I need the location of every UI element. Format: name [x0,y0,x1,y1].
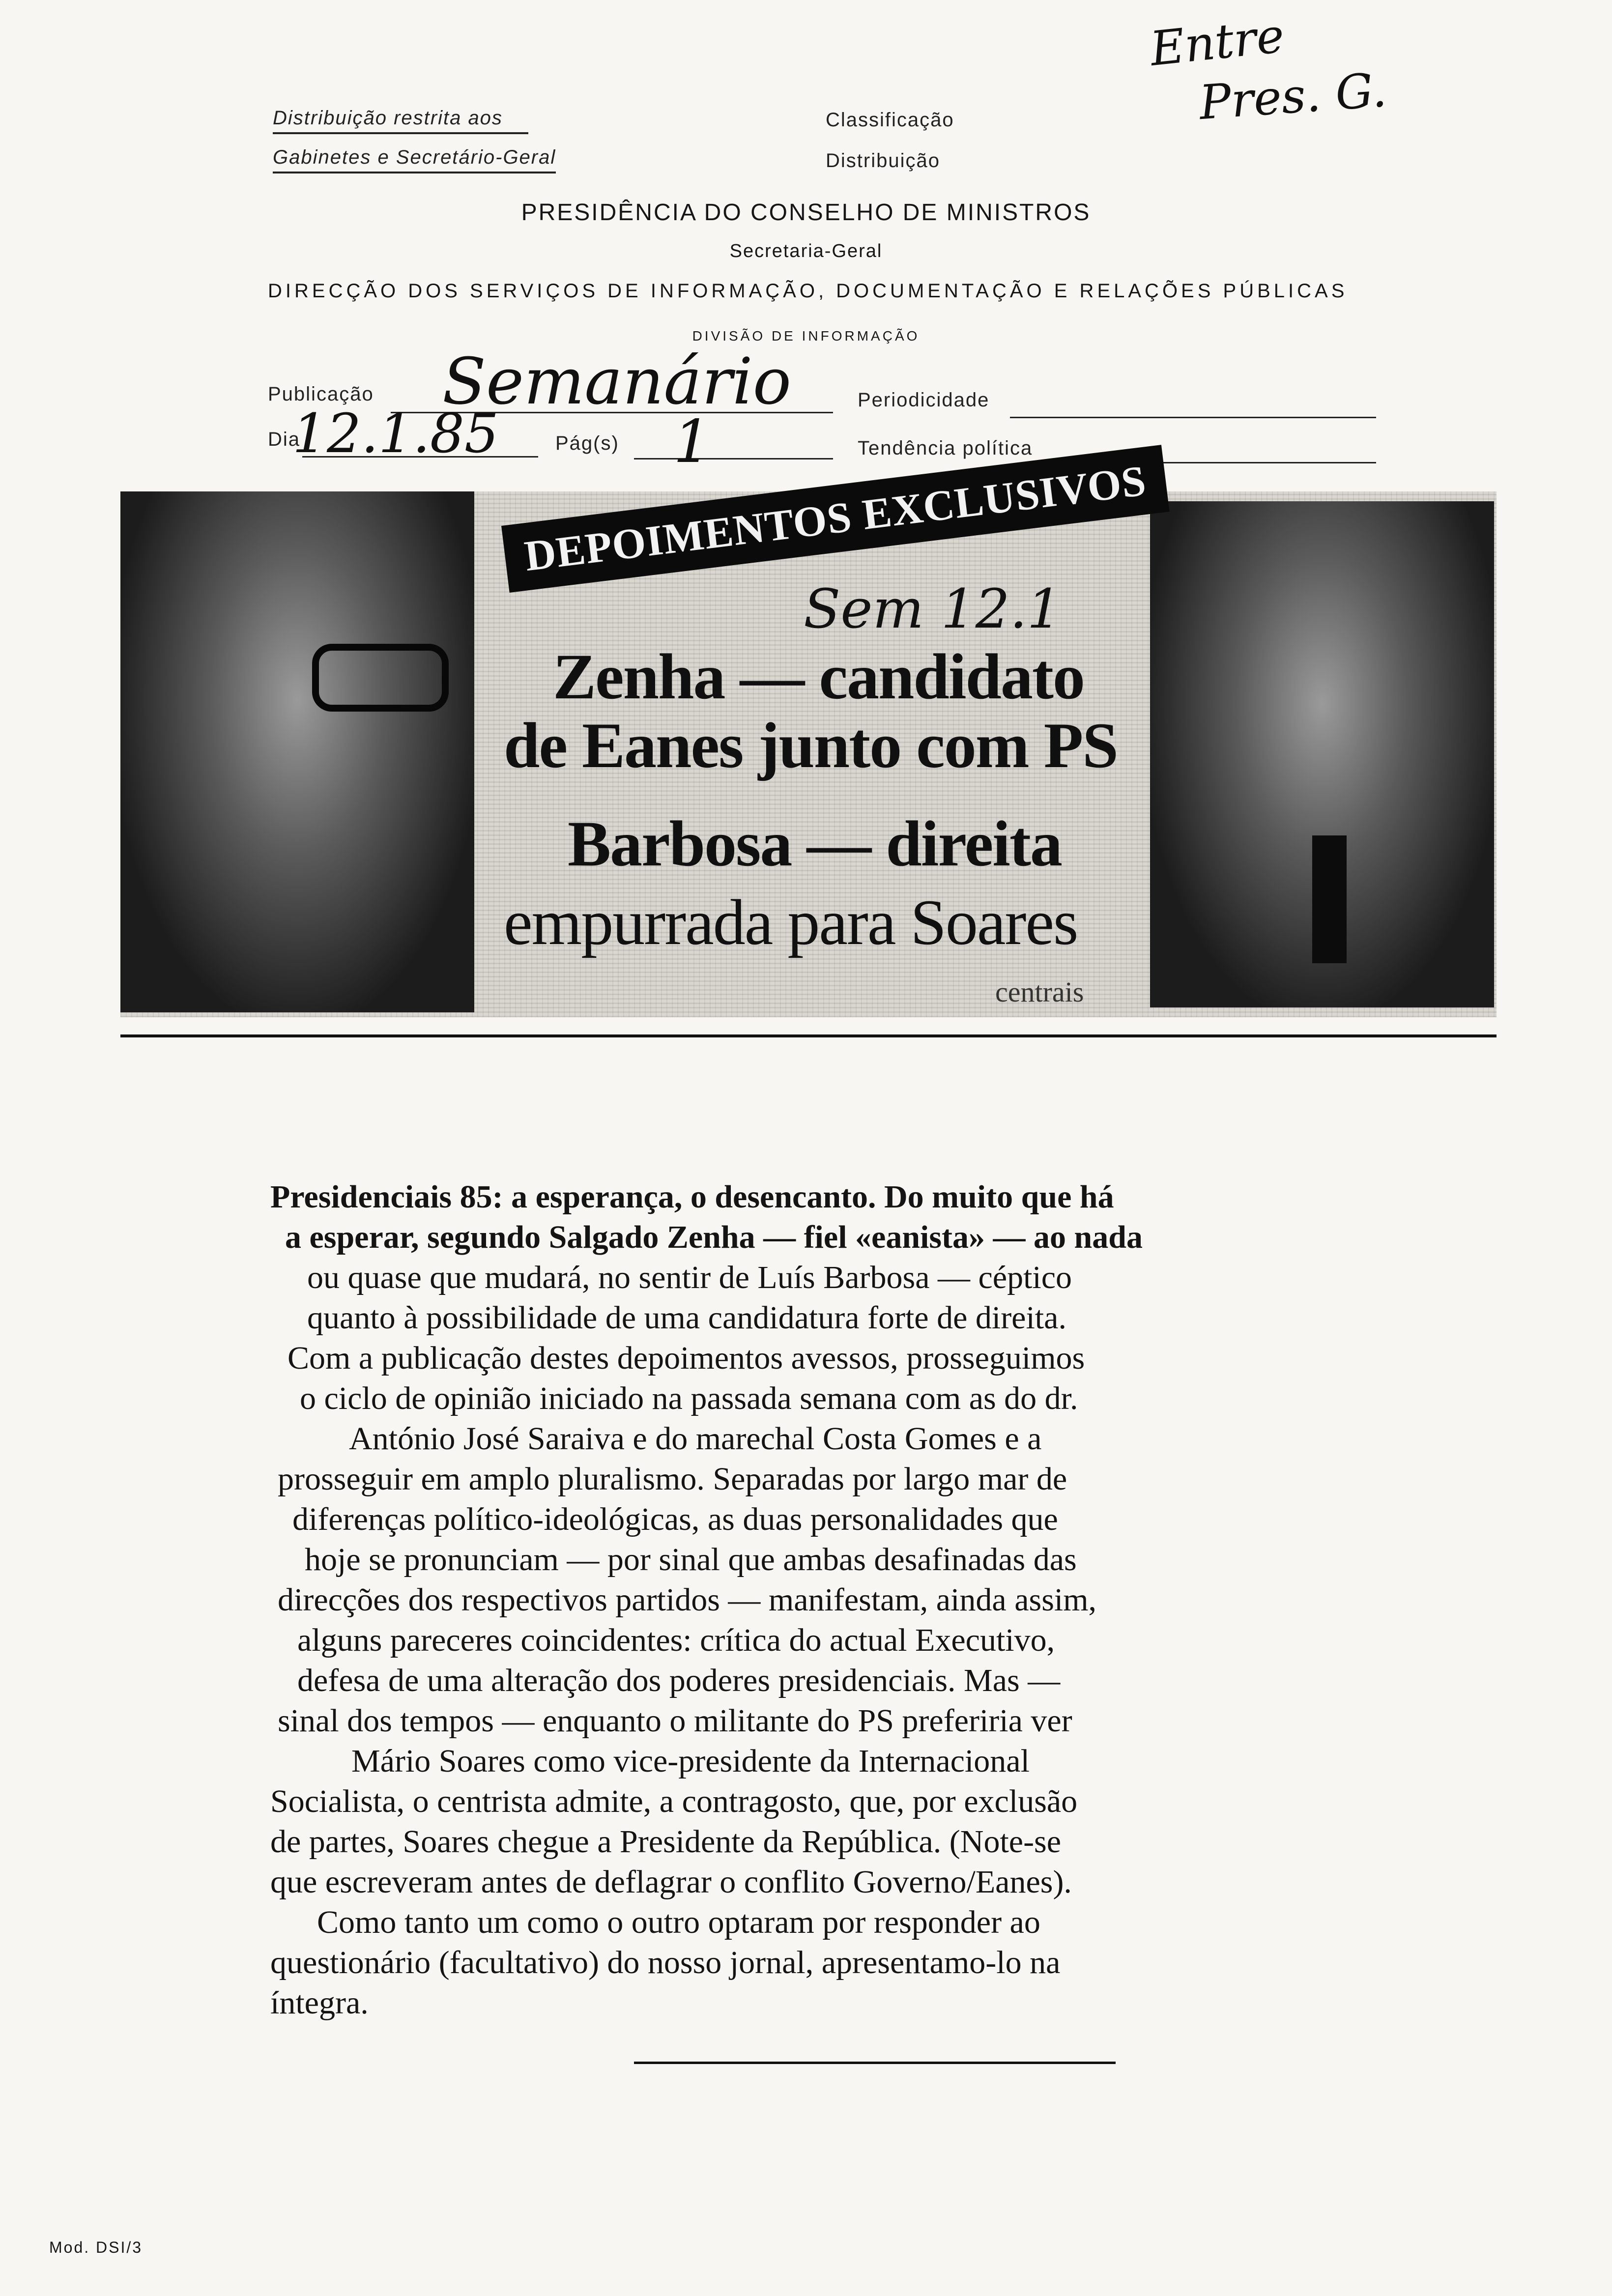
portrait-photo-barbosa [1150,501,1494,1007]
pages-value: 1 [673,408,711,476]
article-line: direcções dos respectivos partidos — manifestam, ainda assim, [278,1582,1097,1618]
article-line: Como tanto um como o outro optaram por responder ao [317,1904,1040,1940]
pages-label: Pág(s) [555,432,619,454]
tie-shape [1312,835,1347,963]
portrait-photo-zenha [120,491,474,1012]
headline-barbosa-line1: Barbosa — direita [568,807,1062,880]
article-end-rule [634,2062,1116,2064]
article-line: Mário Soares como vice-presidente da Internacional [351,1743,1030,1779]
article-line: hoje se pronunciam — por sinal que ambas desafinadas das [305,1542,1077,1578]
clipping-footer-word: centrais [995,976,1084,1008]
handwritten-note-line1: Entre [1147,8,1287,77]
publication-value: Semanário [442,344,791,419]
article-line: alguns pareceres coincidentes: crítica do actual Executivo, [297,1622,1055,1658]
restricted-distribution-line2: Gabinetes e Secretário-Geral [273,146,556,173]
division-title: DIVISÃO DE INFORMAÇÃO [692,328,920,344]
secretariat-subtitle: Secretaria-Geral [729,241,883,261]
article-line: a esperar, segundo Salgado Zenha — fiel «eanista» — ao nada [285,1219,1143,1255]
article-line: íntegra. [270,1985,369,2021]
article-line: que escreveram antes de deflagrar o conflito Governo/Eanes). [270,1864,1072,1900]
model-code: Mod. DSI/3 [49,2239,143,2256]
article-intro [270,1177,1143,2023]
headline-zenha-line2: de Eanes junto com PS [504,709,1118,781]
headline-zenha-line1: Zenha — candidato [553,640,1084,713]
glasses-shape [312,644,449,712]
article-line: o ciclo de opinião iniciado na passada semana com as do dr. [300,1380,1078,1416]
article-line: Socialista, o centrista admite, a contragosto, que, por exclusão [270,1783,1078,1819]
article-line: quanto à possibilidade de uma candidatura forte de direita. [307,1300,1066,1336]
restricted-distribution-line1: Distribuição restrita aos [273,107,528,134]
handwritten-note-line2: Pres. G. [1197,62,1388,131]
clipping-bottom-rule [120,1034,1497,1037]
presidency-title: PRESIDÊNCIA DO CONSELHO DE MINISTROS [521,200,1091,226]
article-line: Com a publicação destes depoimentos avessos, prosseguimos [288,1340,1085,1376]
article-line: António José Saraiva e do marechal Costa Gomes e a [349,1421,1042,1457]
periodicity-field-line [1010,417,1376,418]
directorate-title: DIRECÇÃO DOS SERVIÇOS DE INFORMAÇÃO, DOCUMENTAÇÃO E RELAÇÕES PÚBLICAS [268,280,1348,302]
article-line: sinal dos tempos — enquanto o militante do PS preferiria ver [278,1703,1072,1739]
article-line: defesa de uma alteração dos poderes presidenciais. Mas — [297,1663,1061,1698]
day-label: Dia [268,429,301,450]
article-line: de partes, Soares chegue a Presidente da República. (Note-se [270,1824,1062,1860]
clipping-headline-block [120,457,1497,1017]
classification-label: Classificação [826,109,954,131]
handwritten-clipping-date: Sem 12.1 [804,577,1062,640]
publication-label: Publicação [268,383,374,405]
article-line: diferenças político-ideológicas, as duas personalidades que [292,1501,1058,1537]
distribution-label: Distribuição [826,150,940,172]
tendency-label: Tendência política [858,437,1033,459]
pages-field-line [634,458,833,459]
article-line: Presidenciais 85: a esperança, o desencanto. Do muito que há [270,1179,1114,1215]
exclusive-banner [501,445,1170,593]
exclusive-banner-text: DEPOIMENTOS EXCLUSIVOS [522,457,1149,581]
article-line: ou quase que mudará, no sentir de Luís Barbosa — céptico [307,1260,1072,1295]
article-line: prosseguir em amplo pluralismo. Separadas por largo mar de [278,1461,1067,1497]
headline-barbosa-line2: empurrada para Soares [504,886,1078,958]
article-line: questionário (facultativo) do nosso jornal, apresentamo-lo na [270,1945,1061,1980]
periodicity-label: Periodicidade [858,389,990,411]
day-value: 12.1.85 [292,402,499,465]
